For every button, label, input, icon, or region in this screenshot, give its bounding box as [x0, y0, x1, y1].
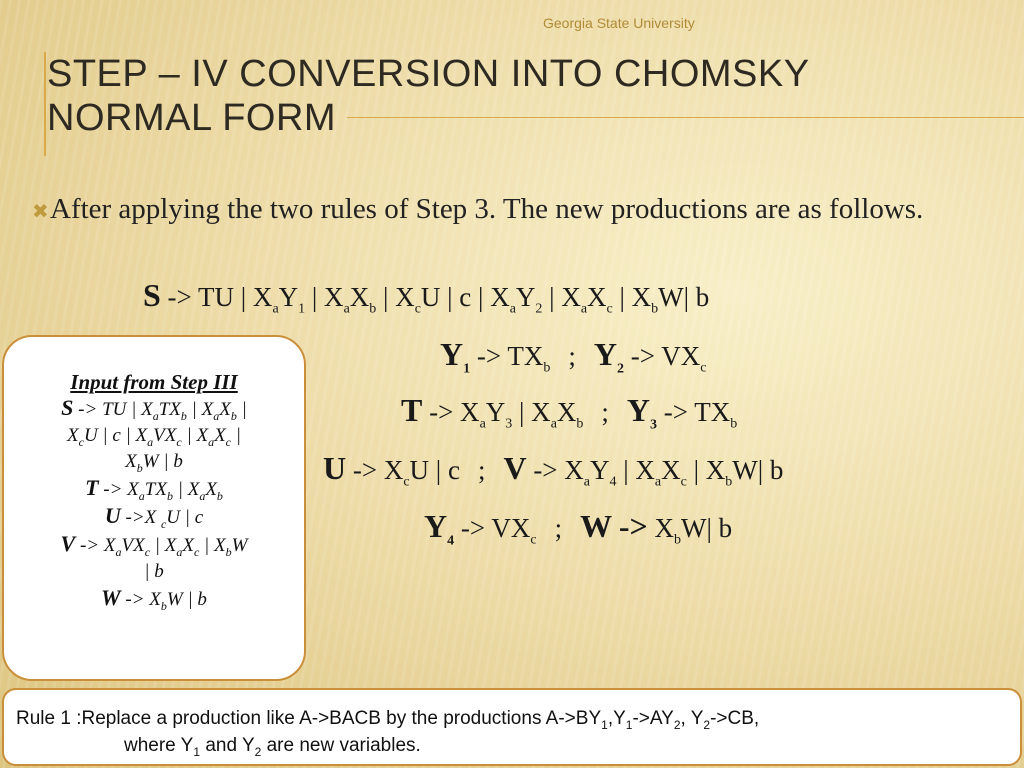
production-t-y3: $T -> X_aY_3$ | $X_aX_b$ ; $Y_3 -> TX_b$: [401, 392, 738, 433]
bullet-paragraph: [14, 190, 1020, 228]
symbol-v: V: [503, 450, 527, 486]
step-line-v: $V -> X_aVX_c$ | $X_aX_c$ | $X_bW$: [60, 531, 248, 559]
rule-line-1: Rule 1 :Replace a production like A->BACB by the productions $A->BY_1,Y_1->AY_2$, $Y_2->CB$,: [16, 708, 760, 732]
slide-title: STEP – IV CONVERSION INTO CHOMSKY NORMAL FORM: [47, 53, 809, 139]
symbol-y2: Y: [593, 336, 617, 372]
production-y1-y2: $Y_1 -> TX_b$ ; $Y_2 -> VX_c$: [440, 336, 707, 377]
rule-text-1: :Replace a production like A->BACB by the productions A->BY: [76, 708, 602, 729]
symbol-u: U: [323, 450, 347, 486]
bullet-x-icon: ✖: [32, 199, 49, 223]
symbol-y4: Y: [424, 508, 448, 544]
university-name: Georgia State University: [543, 15, 695, 31]
step-line-v-cont: | b: [144, 561, 164, 582]
step-line-s-cont: $X_cU$ | c | $X_aVX_c$ | $X_aX_c$ |: [67, 425, 241, 449]
step-line-w: $W -> X_bW$ | b: [101, 585, 207, 613]
step-line-t: $T -> X_aTX_b$ | $X_aX_b$: [85, 475, 223, 503]
rule-1-box: [2, 688, 1022, 766]
symbol-w: W: [580, 508, 613, 544]
title-rule: [347, 117, 1024, 118]
bullet-text: After applying the two rules of Step 3. The new productions are as follows.: [50, 193, 924, 225]
production-y4-w: $Y_4 -> VX_c$ ; $W -> X_bW|$ b: [424, 508, 733, 549]
step-line-u: U ->X $_c$U | c: [104, 503, 204, 531]
rule-text-2: where Y: [124, 735, 194, 756]
symbol-t: T: [401, 392, 423, 428]
rule-line-2: where $Y_1$ and $Y_2$ are new variables.: [124, 735, 421, 759]
rule-label: Rule 1: [16, 708, 71, 729]
production-u-v: $U -> X_cU$ | c ; $V -> X_aY_4$ | $X_aX_c$ | $X_bW|$ b: [323, 450, 784, 490]
symbol-y1: Y: [440, 336, 464, 372]
step-line-s-cont2: $X_bW$ | b: [125, 451, 183, 475]
symbol-y3: Y: [626, 392, 651, 428]
symbol-s: S: [143, 277, 161, 313]
production-s: S -> TU | $X_aY_1$ | $X_aX_b$ | $X_cU$ | c | $X_aY_2$ | $X_aX_c$ | $X_bW|$ b: [143, 277, 710, 317]
step-box-title: Input from Step III: [70, 370, 238, 394]
title-accent-line: [44, 52, 46, 156]
step-line-s: S -> TU | $X_aTX_b$ | $X_aX_b$ |: [61, 395, 247, 423]
step-iii-input-box: [2, 335, 306, 681]
